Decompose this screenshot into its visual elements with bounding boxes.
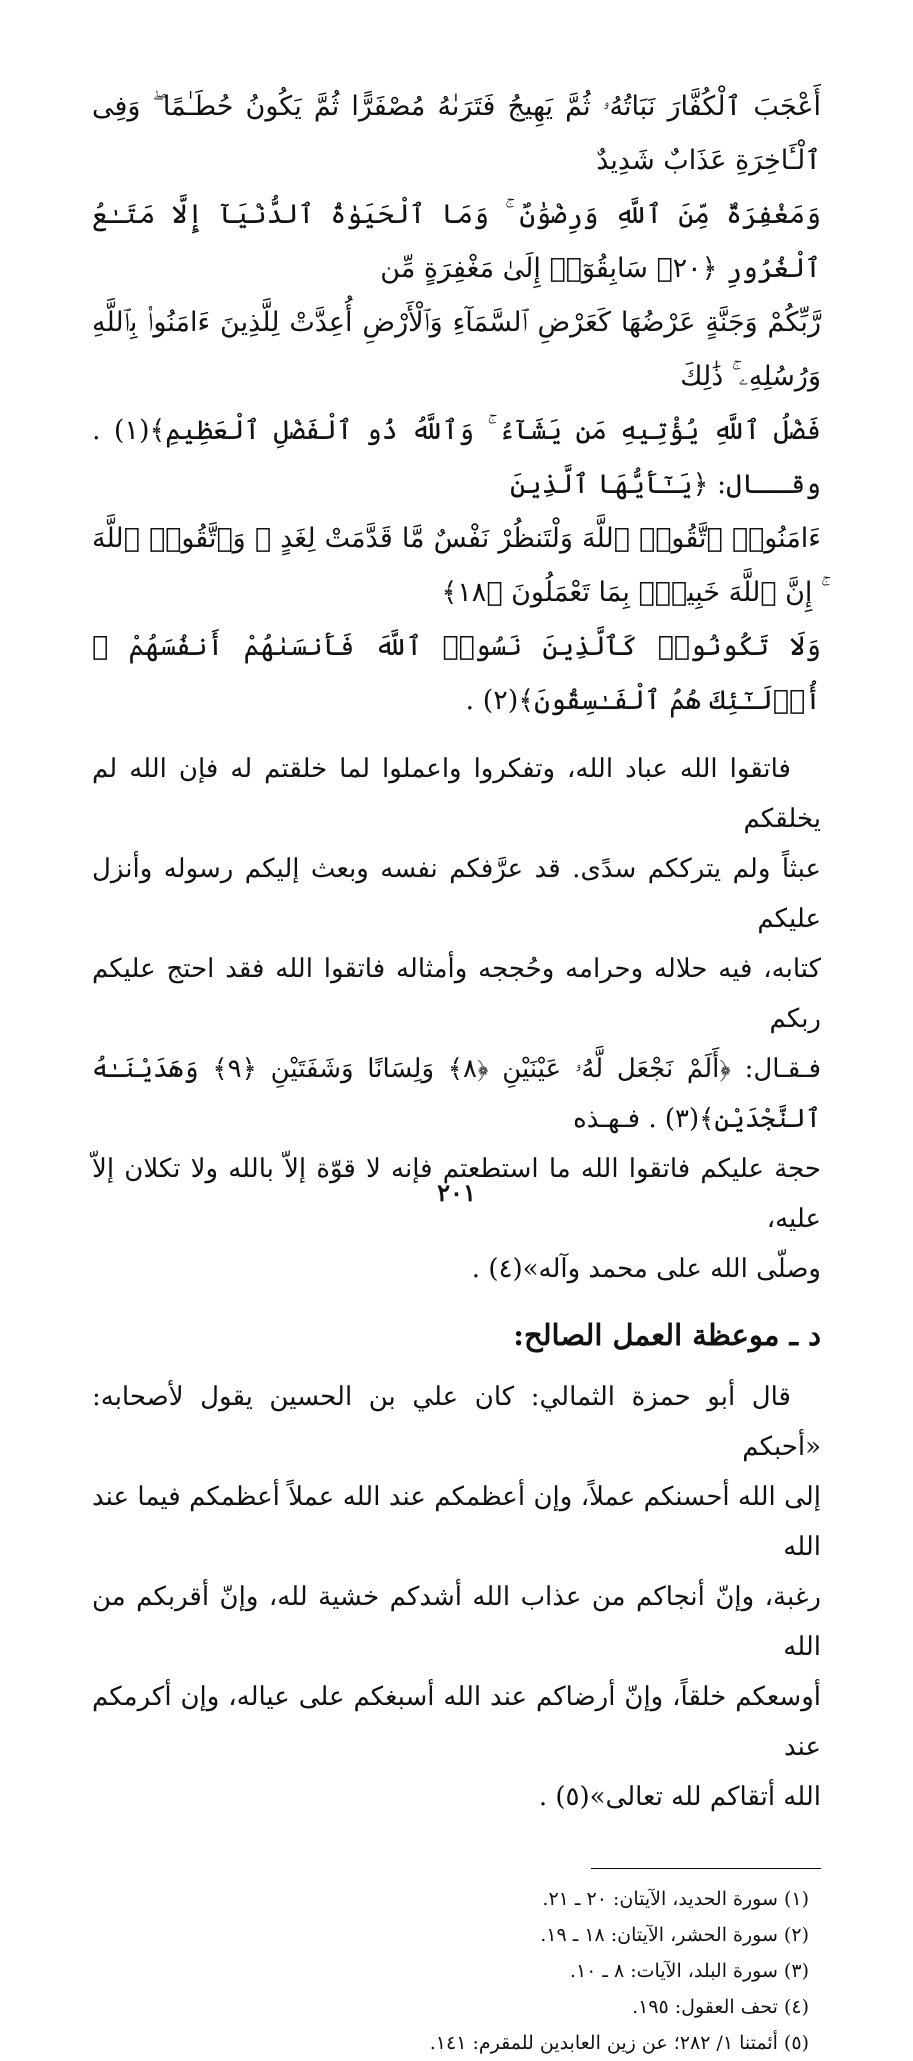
text-line: وصلّى الله على محمد وآله»(٤) . — [471, 1254, 821, 1284]
quran-line: وَمَغْفِرَةٌ مِّنَ ٱللَّهِ وَرِضْوَٰنٌ ۚ وَمَا ٱلْحَيَوٰةُ ٱلدُّنْيَآ إِلَّا مَتَـٰعُ ٱلْغُرُورِ ﴿٢٠﴾ سَابِقُوٓا۟ إِلَىٰ مَغْفِرَةٍ مِّن — [92, 199, 821, 284]
quran-line: فَضْلُ ٱللَّهِ يُؤْتِيهِ مَن يَشَآءُ ۚ وَٱللَّهُ ذُو ٱلْفَضْلِ ٱلْعَظِيمِ﴾(١) . وقــال: ﴿يَـٰٓأَيُّهَا ٱلَّذِينَ — [92, 415, 822, 500]
text-line: فـقـال: ﴿أَلَمْ نَجْعَل لَّهُۥ عَيْنَيْنِ ﴿٨﴾ وَلِسَانًا وَشَفَتَيْنِ ﴿٩﴾ وَهَدَيْنَـٰهُ ٱلنَّجْدَيْنِ﴾(٣) . فـهـذه — [92, 1054, 822, 1134]
paragraph-good-deeds — [92, 1372, 821, 1822]
text-line: عبثاً ولم يترككم سدًى. قد عرَّفكم نفسه وبعث إليكم رسوله وأنزل عليكم — [92, 854, 821, 934]
text-line: رغبة، وإنّ أنجاكم من عذاب الله أشدكم خشية لله، وإنّ أقربكم من الله — [92, 1582, 821, 1662]
text-line: فاتقوا الله عباد الله، وتفكروا واعملوا لما خلقتم له فإن الله لم يخلقكم — [92, 754, 821, 834]
page-number: ٢٠١ — [437, 1178, 476, 1207]
text-line: حجة عليكم فاتقوا الله ما استطعتم فإنه لا قوّة إلاّ بالله ولا تكلان إلاّ عليه، — [92, 1154, 821, 1234]
footnote: (٤) تحف العقول: ١٩٥. — [632, 1996, 809, 2018]
footnote: (١) سورة الحديد، الآيتان: ٢٠ ـ ٢١. — [542, 1888, 809, 1910]
footnotes — [92, 1881, 821, 2061]
text-line: أوسعكم خلقاً، وإنّ أرضاكم عند الله أسبغكم على عياله، وإن أكرمكم عند — [92, 1682, 821, 1762]
footnote: (٥) أئمتنا ١/ ٢٨٢؛ عن زين العابدين للمقرم: ١٤١. — [429, 2032, 809, 2054]
paragraph-taqwa — [92, 744, 821, 1294]
text-line: قال أبو حمزة الثمالي: كان علي بن الحسين يقول لأصحابه: «أحبكم — [92, 1382, 821, 1462]
section-heading: د ـ موعظة العمل الصالح: — [513, 1318, 821, 1352]
quran-line: وَلَا تَكُونُوا۟ كَٱلَّذِينَ نَسُوا۟ ٱللَّهَ فَأَنسَىٰهُمْ أَنفُسَهُمْ ۚ أُو۟لَـٰٓئِكَ هُمُ ٱلْفَـٰسِقُونَ﴾(٢) . — [92, 631, 821, 716]
quran-verses — [92, 80, 821, 728]
text-line: الله أتقاكم لله تعالى»(٥) . — [538, 1782, 821, 1812]
footnote: (٣) سورة البلد، الآيات: ٨ ـ ١٠. — [569, 1960, 809, 1982]
text-line: كتابه، فيه حلاله وحرامه وحُججه وأمثاله فاتقوا الله فقد احتج عليكم ربكم — [92, 954, 821, 1034]
quran-line: رَّبِّكُمْ وَجَنَّةٍ عَرْضُهَا كَعَرْضِ ٱلسَّمَآءِ وَٱلْأَرْضِ أُعِدَّتْ لِلَّذِينَ ءَامَنُوا۟ بِٱللَّهِ وَرُسُلِهِۦ ۚ ذَٰلِكَ — [92, 307, 821, 392]
footnote-separator — [591, 1868, 821, 1869]
footnote: (٢) سورة الحشر، الآيتان: ١٨ ـ ١٩. — [540, 1924, 809, 1946]
quran-line: أَعْجَبَ ٱلْكُفَّارَ نَبَاتُهُۥ ثُمَّ يَهِيجُ فَتَرَىٰهُ مُصْفَرًّا ثُمَّ يَكُونُ حُطَـٰمًا ۖ وَفِى ٱلْـَٔاخِرَةِ عَذَابٌ شَدِيدٌ — [92, 91, 821, 176]
text-line: إلى الله أحسنكم عملاً، وإن أعظمكم عند الله عملاً أعظمكم فيما عند الله — [92, 1482, 821, 1562]
quran-line: ءَامَنُوا۟ ٱتَّقُوا۟ ٱللَّهَ وَلْتَنظُرْ نَفْسٌ مَّا قَدَّمَتْ لِغَدٍ ۖ وَٱتَّقُوا۟ ٱللَّهَ ۚ إِنَّ ٱللَّهَ خَبِيرٌۢ بِمَا تَعْمَلُونَ ﴿١٨﴾ — [92, 523, 821, 608]
